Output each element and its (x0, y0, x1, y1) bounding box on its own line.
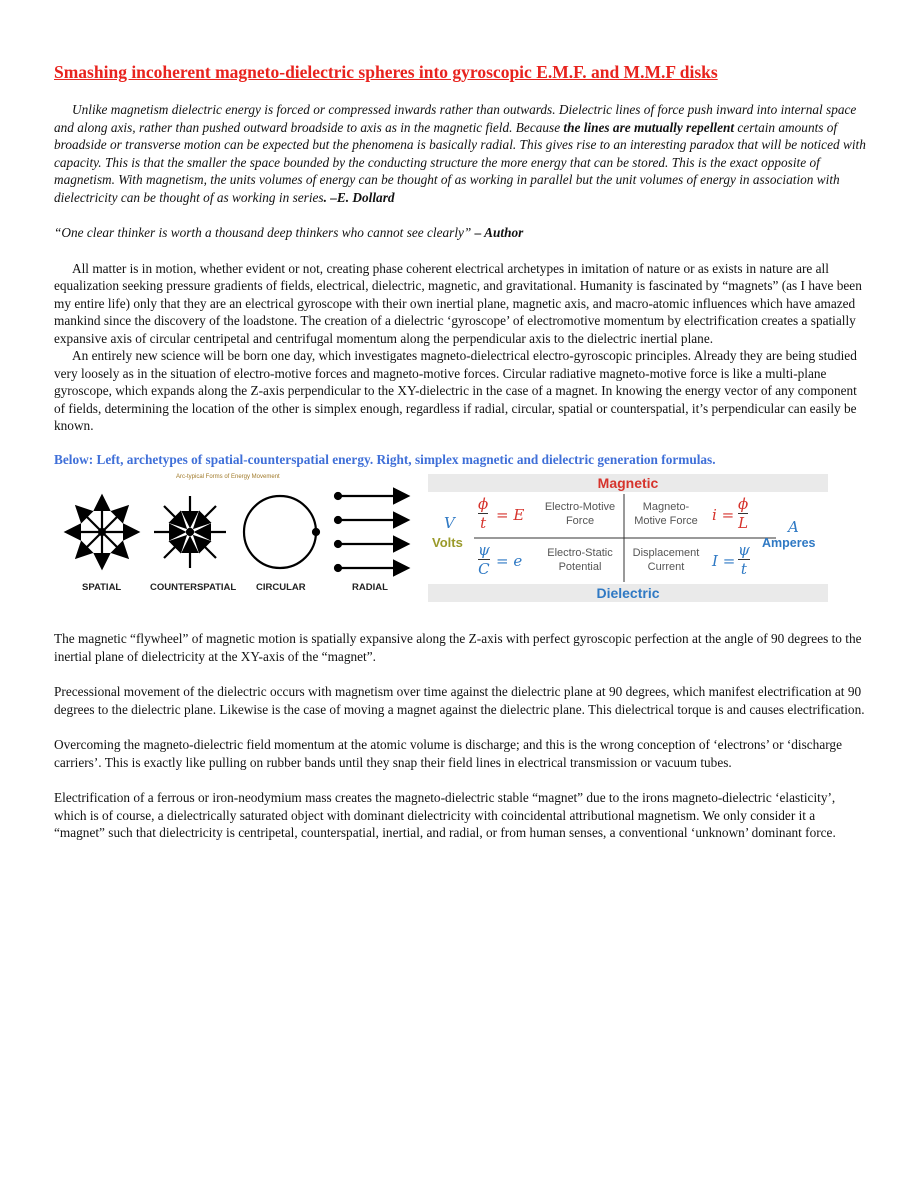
body-paragraphs (54, 630, 866, 842)
amperes-label: Amperes (762, 536, 816, 550)
cell-dc (624, 546, 708, 574)
eq1-numerator: ϕ (478, 495, 489, 513)
quote-bold: the lines are mutually repellent (563, 119, 735, 135)
quote-text-2: certain amounts of broadside or transverse motion can be expected but the phenomena is basically radial. This gives rise to an interesting paradox that will be noticed with capacity. This is that the smaller the space bounded by the conducting structure the more energy that can be stored. This is the exact opposite of magnetism. With magnetism, the units volumes of energy can be thought of as working in parallel but the unit volumes of energy in association with dielectricity can be thought of as working in series (54, 119, 866, 205)
cell-emf-line1: Electro-Motive (544, 501, 616, 513)
eq3-denominator: L (738, 514, 749, 532)
dollard-quote (54, 101, 866, 206)
label-spatial: SPATIAL (82, 582, 122, 593)
paragraph-precession: Precessional movement of the dielectric occurs with magnetism over time against the dielectric plane at 90 degrees, which manifest electrification at 90 degrees to the dielectric plane. Likewise is the case of moving a magnet against the dielectric plane. This dielectrical torque is and causes electrification. (54, 684, 865, 717)
eq1-fraction (478, 496, 488, 531)
eq2-rhs: = e (496, 552, 523, 570)
paragraph-discharge: Overcoming the magneto-dielectric field momentum at the atomic volume is discharge; and this is the wrong conception of ‘electrons’ or ‘discharge carriers’. This is exactly like pulling on rubber bands until they snap their field lines in electrical transmission or vacuum tubes. (54, 737, 842, 770)
radial-symbol (335, 493, 406, 571)
author-quote (54, 224, 866, 242)
eq4-lhs: I = (712, 552, 736, 570)
eq2-denominator: C (478, 560, 490, 578)
cell-mmf-line1: Magneto- (642, 501, 690, 513)
quote-attribution: . –E. Dollard (323, 189, 395, 205)
eq4-denominator: t (740, 560, 747, 578)
cell-emf-line2: Force (565, 515, 595, 527)
cell-esp-line2: Potential (558, 561, 602, 573)
magnetic-label: Magnetic (597, 475, 659, 491)
cell-esp (532, 546, 628, 574)
archetypes-heading: Arc-typical Forms of Energy Movement (176, 474, 280, 480)
paragraph-new-science: An entirely new science will be born one day, which investigates magneto-dielectrical electro-gyroscopic principles. Already they are being studied very loosely as in the situation of electro-motive forces and magneto-motive forces. Circular radiative magneto-motive force is like a multi-plane gyroscope, which expands along the Z-axis perpendicular to the XY-dielectric in the case of a magnet. In knowing the energy vector of any component of fields, determining the location of the other is simplex enough, regardless if radial, circular, spatial or counterspatial, it’s perpendicular can easily be known. (54, 348, 857, 433)
eq3-lhs: i = (712, 506, 735, 524)
figure-row (54, 474, 866, 602)
document-title: Smashing incoherent magneto-dielectric spheres into gyroscopic E.M.F. and M.M.F disks (54, 62, 718, 82)
cell-dc-line1: Displacement (632, 547, 700, 559)
author-quote-attribution: – Author (474, 225, 524, 240)
author-quote-text: “One clear thinker is worth a thousand deep thinkers who cannot see clearly” (54, 225, 475, 240)
volts-symbol: V (444, 514, 455, 532)
eq3-numerator: ϕ (738, 495, 749, 513)
paragraph-matter-motion: All matter is in motion, whether evident or not, creating phase coherent electrical archetypes in imitation of nature or as exists in nature are all equalization seeking pressure gradients of fields, electrical, dielectric, magnetic, and gravitational. Humanity is fascinated by “magnets” (as I have been my entire life) only that they are an electrical gyroscope with their own inertial plane, magnetic axis, and macro-atomic influences which have amazed mankind since the discovery of the loadstone. The creation of a dielectric ‘gyroscope’ of electromotive momentum by electrification creates a spatially expansive axis of circular centripetal and centrifugal momentum along the perpendicular axis to the dielectric inertial plane. (54, 260, 862, 346)
counterspatial-symbol (154, 496, 226, 568)
paragraph-electrification: Electrification of a ferrous or iron-neodymium mass creates the magneto-dielectric stable “magnet” due to the irons magneto-dielectric ‘elasticity’, which is of course, a dielectrically saturated object with dominant dielectricity with coincidental attributional magnetism. We only consider it a “magnet” such that dielectricity is centripetal, counterspatial, inertial, and radial, or from human senses, a conventional ‘unknown’ dominant force. (54, 790, 836, 840)
figure-caption: Below: Left, archetypes of spatial-counterspatial energy. Right, simplex magnetic and dielectric generation formulas. (54, 451, 716, 467)
cell-mmf (626, 500, 706, 528)
eq2-fraction (478, 542, 490, 577)
eq3-fraction (738, 496, 748, 531)
quote-text-1: Unlike magnetism dielectric energy is forced or compressed inwards rather than outwards. Dielectric lines of force push inward into internal space and along axis, rather than pushed outward broadside to axis as in the magnetic field. Because (54, 102, 857, 135)
volts-label: Volts (432, 535, 463, 550)
spatial-symbol (68, 498, 136, 566)
cell-dc-line2: Current (647, 561, 685, 573)
cell-emf (532, 500, 628, 528)
label-counterspatial: COUNTERSPATIAL (150, 582, 237, 593)
label-radial: RADIAL (352, 582, 388, 593)
circular-symbol (244, 496, 319, 568)
eq2-numerator: ψ (478, 541, 490, 559)
cell-esp-line1: Electro-Static (547, 547, 613, 559)
eq1-denominator: t (480, 514, 487, 532)
document-page (54, 62, 866, 842)
eq4-fraction (738, 542, 750, 577)
eq1-rhs: = E (496, 506, 525, 524)
archetypes-figure (54, 474, 414, 602)
amperes-symbol: A (788, 518, 799, 536)
dielectric-label: Dielectric (596, 585, 660, 601)
formulas-figure (428, 474, 828, 602)
label-circular: CIRCULAR (256, 582, 306, 593)
eq4-numerator: ψ (738, 541, 750, 559)
cell-mmf-line2: Motive Force (634, 515, 698, 527)
paragraph-flywheel: The magnetic “flywheel” of magnetic motion is spatially expansive along the Z-axis with perfect gyroscopic perfection at the angle of 90 degrees to the inertial plane of dielectricity at the XY-axis of the “magnet”. (54, 631, 862, 664)
